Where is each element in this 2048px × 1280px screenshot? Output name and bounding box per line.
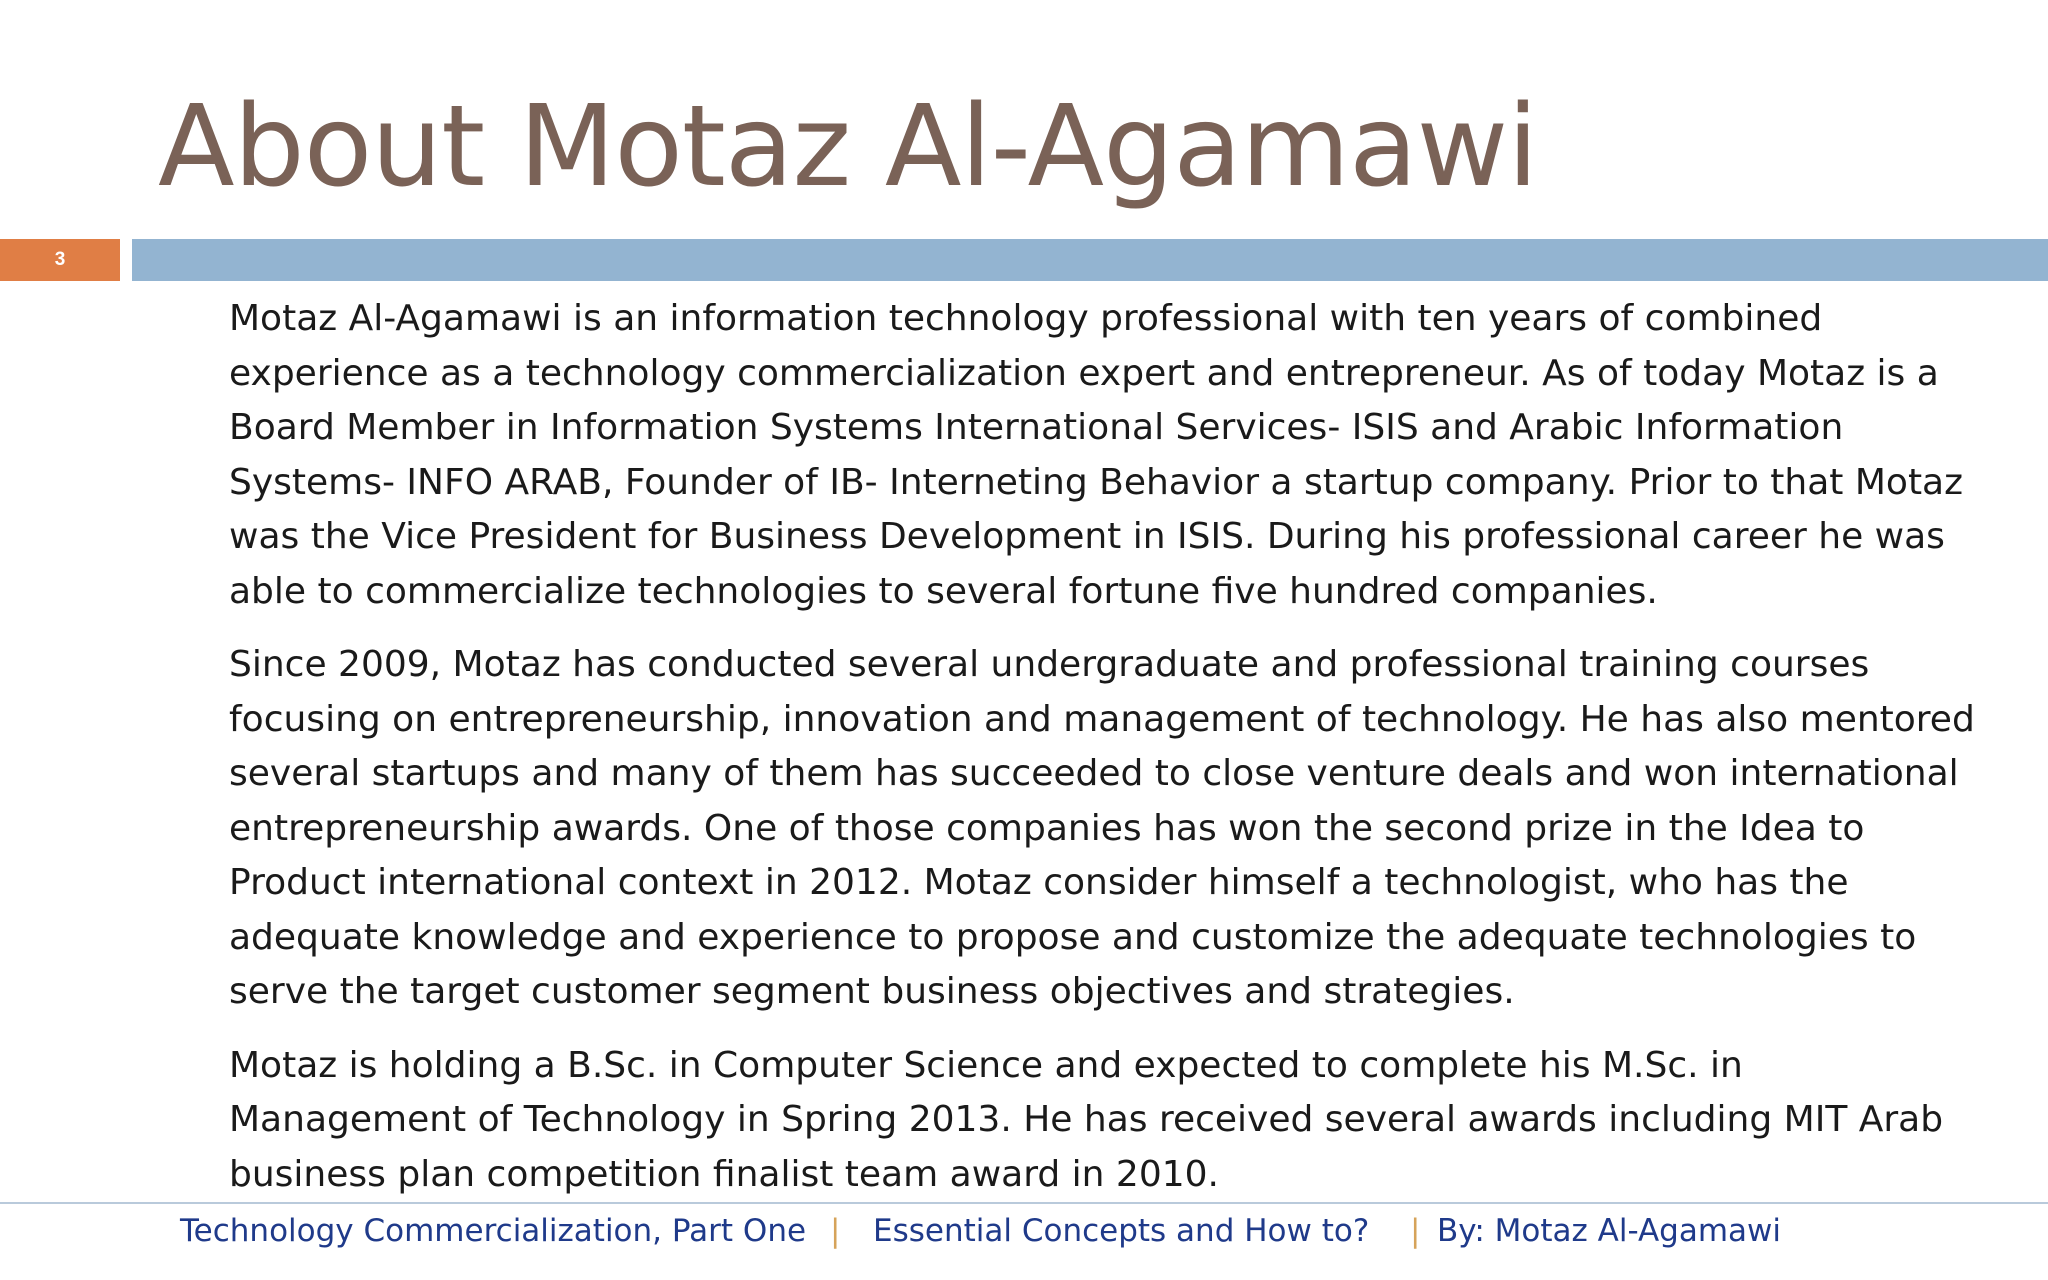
footer-course-title: Technology Commercialization, Part One (180, 1213, 807, 1249)
page-number: 3 (54, 249, 66, 270)
footer-subtitle: Essential Concepts and How to? (873, 1213, 1370, 1249)
title-underline-bar (132, 239, 2048, 281)
slide-body (229, 292, 1989, 1221)
footer-separator: | (830, 1213, 841, 1249)
slide-title: About Motaz Al-Agamawi (158, 82, 1538, 212)
slide-footer (0, 1203, 2048, 1259)
body-paragraph-3: Motaz is holding a B.Sc. in Computer Science and expected to complete his M.Sc. in Management of Technology in Spring 2013. He has received several awards including MIT Arab business plan competition finalist team award in 2010. (229, 1044, 1944, 1195)
footer-separator: | (1410, 1213, 1421, 1249)
page-number-badge (0, 239, 120, 281)
body-paragraph-2: Since 2009, Motaz has conducted several undergraduate and professional training courses focusing on entrepreneurship, innovation and management of technology. He has also mentored several startups and many of them has succeeded to close venture deals and won international entrepreneurship awards. One of those companies has won the second prize in the Idea to Product international context in 2012. Motaz consider himself a technologist, who has the adequate knowledge and experience to propose and customize the adequate technologies to serve the target customer segment business objectives and strategies. (229, 644, 1975, 1012)
footer-author: By: Motaz Al-Agamawi (1437, 1213, 1782, 1249)
body-paragraph-1: Motaz Al-Agamawi is an information technology professional with ten years of combined experience as a technology commercialization expert and entrepreneur. As of today Motaz is a Board Member in Information Systems International Services- ISIS and Arabic Information Systems- INFO ARAB, Founder of IB- Interneting Behavior a startup company. Prior to that Motaz was the Vice President for Business Development in ISIS. During his professional career he was able to commercialize technologies to several fortune five hundred companies. (229, 298, 1964, 612)
